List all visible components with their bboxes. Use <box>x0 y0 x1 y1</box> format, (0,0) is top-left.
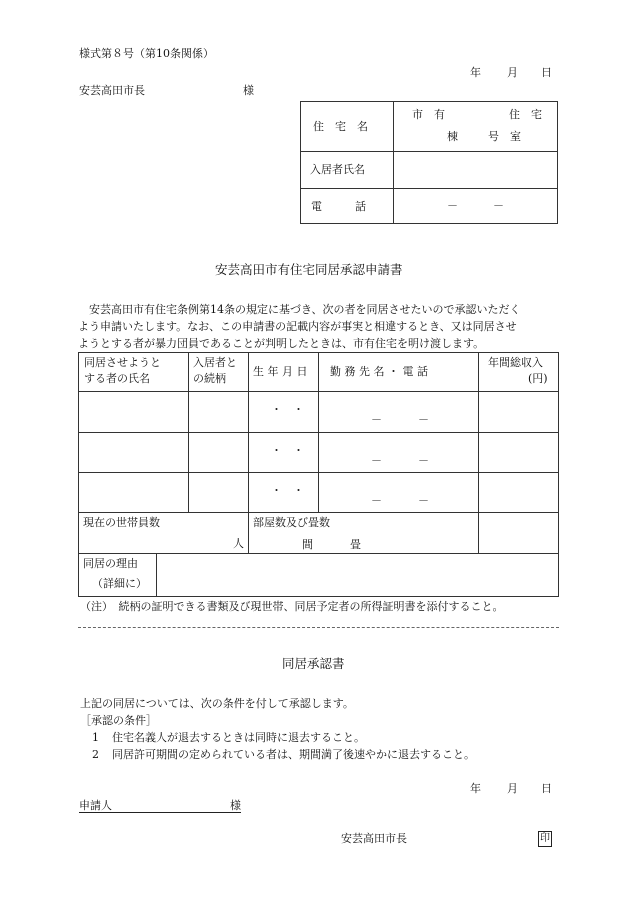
date-day-label: 日 <box>541 66 552 79</box>
address-building-label: 棟 <box>447 130 458 143</box>
intro-line: よう申請いたします。なお、この申請書の記載内容が事実と相違するとき、又は同居させ <box>78 320 517 333</box>
intro-line: 安芸高田市有住宅条例第14条の規定に基づき、次の者を同居させたいので承認いただく <box>78 303 521 316</box>
header-income-unit: (円) <box>528 372 548 385</box>
header-income: 年間総収入 <box>488 356 543 369</box>
addressee-name: 安芸高田市長 <box>79 84 145 97</box>
address-housing-label: 住 宅 <box>509 108 542 121</box>
section-divider <box>78 627 559 628</box>
rooms-label: 部屋数及び畳数 <box>253 516 330 529</box>
header-workplace: 勤 務 先 名 ・ 電 話 <box>330 365 428 378</box>
rooms-unit: 間 <box>302 538 313 551</box>
mayor-name: 安芸高田市長 <box>341 832 407 845</box>
birthdate-dots: ・ ・ <box>271 403 304 416</box>
seal-box: 印 <box>538 831 552 847</box>
tatami-unit: 畳 <box>350 538 361 551</box>
condition-number: 1 <box>92 731 99 744</box>
applicant-underline <box>79 812 241 813</box>
birthdate-dots: ・ ・ <box>271 444 304 457</box>
addressee-honorific: 様 <box>243 84 254 97</box>
header-relation: 入居者と <box>193 356 237 369</box>
applicant-label: 申請人 <box>79 799 112 812</box>
address-room-label: 号 室 <box>488 130 521 143</box>
reason-label: 同居の理由 <box>83 557 138 570</box>
conditions-label: ［承認の条件］ <box>80 714 157 727</box>
approval-title: 同居承認書 <box>282 656 345 671</box>
condition-text: 住宅名義人が退去するときは同時に退去すること。 <box>112 731 365 744</box>
approval-text: 上記の同居については、次の条件を付して承認します。 <box>80 697 354 710</box>
page-title: 安芸高田市有住宅同居承認申請書 <box>215 262 403 277</box>
resident-name-label: 入居者氏名 <box>310 163 365 176</box>
address-label: 住 宅 名 <box>313 120 368 133</box>
phone-label: 電 話 <box>311 200 366 213</box>
header-name: する者の氏名 <box>84 372 150 385</box>
header-birthdate: 生 年 月 日 <box>253 365 308 378</box>
phone-dash: － <box>371 454 382 467</box>
header-name: 同居させようと <box>84 356 161 369</box>
phone-dash: － <box>418 413 429 426</box>
phone-dash: － <box>447 199 458 212</box>
date-day-label: 日 <box>541 782 552 795</box>
phone-dash: － <box>493 199 504 212</box>
reason-sublabel: （詳細に） <box>92 577 147 590</box>
applicant-honorific: 様 <box>230 799 241 812</box>
household-label: 現在の世帯員数 <box>83 516 160 529</box>
address-city-label: 市 有 <box>412 108 445 121</box>
condition-text: 同居許可期間の定められている者は、期間満了後速やかに退去すること。 <box>112 748 475 761</box>
birthdate-dots: ・ ・ <box>271 484 304 497</box>
date-month-label: 月 <box>507 782 518 795</box>
attachment-note: （注） 続柄の証明できる書類及び現世帯、同居予定者の所得証明書を添付すること。 <box>80 600 504 613</box>
phone-dash: － <box>418 454 429 467</box>
date-year-label: 年 <box>470 782 481 795</box>
form-number: 様式第８号（第10条関係） <box>79 47 214 60</box>
condition-number: 2 <box>92 748 99 761</box>
date-year-label: 年 <box>470 66 481 79</box>
intro-line: ようとする者が暴力団員であることが判明したときは、市有住宅を明け渡します。 <box>78 337 485 350</box>
household-unit: 人 <box>233 537 244 550</box>
header-relation: の続柄 <box>193 372 226 385</box>
phone-dash: － <box>418 494 429 507</box>
phone-dash: － <box>371 494 382 507</box>
phone-dash: － <box>371 413 382 426</box>
date-month-label: 月 <box>507 66 518 79</box>
